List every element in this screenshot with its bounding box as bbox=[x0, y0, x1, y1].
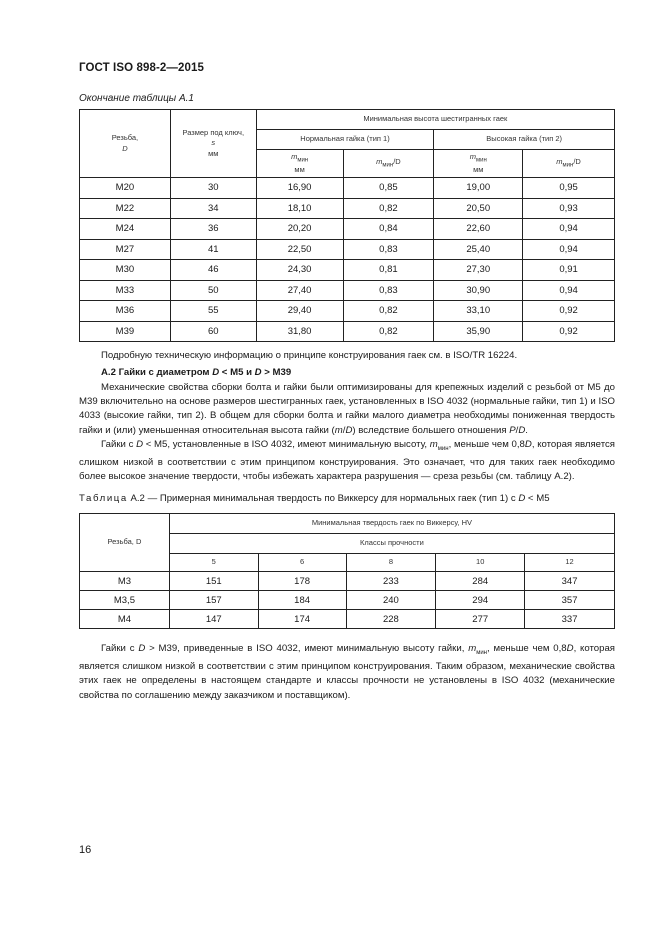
table-cell: 0,82 bbox=[343, 198, 434, 219]
table-cell: 0,82 bbox=[343, 301, 434, 322]
strength-class-header: 6 bbox=[258, 554, 346, 572]
table-cell: 0,91 bbox=[523, 260, 615, 281]
table-row bbox=[80, 572, 615, 591]
table-cell: 20,20 bbox=[256, 219, 343, 240]
table-cell: 27,30 bbox=[434, 260, 523, 281]
table-cell: 178 bbox=[258, 572, 346, 591]
table-cell: 19,00 bbox=[434, 178, 523, 199]
table-cell: 151 bbox=[169, 572, 258, 591]
table-cell: 0,92 bbox=[523, 321, 615, 342]
table-cell: 29,40 bbox=[256, 301, 343, 322]
document-id: ГОСТ ISO 898-2—2015 bbox=[79, 62, 204, 74]
table-cell: 30 bbox=[170, 178, 256, 199]
header-high-nut: Высокая гайка (тип 2) bbox=[434, 130, 615, 150]
table-cell: M3,5 bbox=[80, 591, 170, 610]
table-row bbox=[80, 610, 615, 629]
page-number: 16 bbox=[79, 844, 92, 856]
table-cell: 20,50 bbox=[434, 198, 523, 219]
table-cell: 27,40 bbox=[256, 280, 343, 301]
table-cell: 277 bbox=[436, 610, 525, 629]
table-cell: M36 bbox=[80, 301, 171, 322]
table-row bbox=[80, 178, 615, 199]
table-cell: 284 bbox=[436, 572, 525, 591]
table-cell: M22 bbox=[80, 198, 171, 219]
table-a1 bbox=[79, 109, 615, 342]
table-cell: 228 bbox=[346, 610, 436, 629]
table-cell: 0,95 bbox=[523, 178, 615, 199]
strength-class-header: 10 bbox=[436, 554, 525, 572]
table-cell: 147 bbox=[169, 610, 258, 629]
table-cell: 0,94 bbox=[523, 239, 615, 260]
table-continuation-caption: Окончание таблицы А.1 bbox=[79, 93, 194, 104]
table-cell: 22,50 bbox=[256, 239, 343, 260]
table-cell: M33 bbox=[80, 280, 171, 301]
header-m-min-normal: $m_{мин}$ мм bbox=[256, 150, 343, 178]
header-m-min-high: $m_{мин}$ мм bbox=[434, 150, 523, 178]
header-ratio-normal: $m_{мин}/D$ bbox=[343, 150, 434, 178]
table-cell: 157 bbox=[169, 591, 258, 610]
table-cell: 294 bbox=[436, 591, 525, 610]
table-cell: 46 bbox=[170, 260, 256, 281]
table-cell: 36 bbox=[170, 219, 256, 240]
table-cell: 0,85 bbox=[343, 178, 434, 199]
t2-header-hardness: Минимальная твердость гаек по Виккерсу, HV bbox=[169, 514, 614, 534]
table-row bbox=[80, 198, 615, 219]
table-cell: 240 bbox=[346, 591, 436, 610]
table-row bbox=[80, 260, 615, 281]
table-row bbox=[80, 280, 615, 301]
table-cell: 233 bbox=[346, 572, 436, 591]
table-cell: M39 bbox=[80, 321, 171, 342]
table-cell: 16,90 bbox=[256, 178, 343, 199]
table-cell: M3 bbox=[80, 572, 170, 591]
table-cell: 24,30 bbox=[256, 260, 343, 281]
table-cell: 55 bbox=[170, 301, 256, 322]
table-cell: 0,82 bbox=[343, 321, 434, 342]
table-cell: 347 bbox=[525, 572, 615, 591]
header-normal-nut: Нормальная гайка (тип 1) bbox=[256, 130, 434, 150]
table-cell: 0,94 bbox=[523, 219, 615, 240]
table-cell: M27 bbox=[80, 239, 171, 260]
table-cell: 0,84 bbox=[343, 219, 434, 240]
table-cell: 22,60 bbox=[434, 219, 523, 240]
table-cell: 60 bbox=[170, 321, 256, 342]
table-cell: 50 bbox=[170, 280, 256, 301]
paragraph-tr-reference: Подробную техническую информацию о принципе конструирования гаек см. в ISO/TR 16224. bbox=[101, 350, 518, 361]
table-cell: 35,90 bbox=[434, 321, 523, 342]
table-a2-caption: Таблица А.2 — Примерная минимальная твердость по Виккерсу для нормальных гаек (тип 1) с D < M5 bbox=[79, 493, 550, 504]
table-row bbox=[80, 219, 615, 240]
section-a2-title: А.2 Гайки с диаметром D < M5 и D > M39 bbox=[101, 367, 292, 378]
header-thread: Резьба, D bbox=[80, 110, 171, 178]
table-cell: 0,83 bbox=[343, 239, 434, 260]
table-cell: 174 bbox=[258, 610, 346, 629]
table-cell: 30,90 bbox=[434, 280, 523, 301]
table-cell: 25,40 bbox=[434, 239, 523, 260]
table-a2 bbox=[79, 513, 615, 629]
table-cell: 0,92 bbox=[523, 301, 615, 322]
table-cell: M20 bbox=[80, 178, 171, 199]
table-cell: 18,10 bbox=[256, 198, 343, 219]
table-cell: 0,81 bbox=[343, 260, 434, 281]
paragraph-small-nuts: Гайки с D < M5, установленные в ISO 4032, имеют минимальную высоту, $m_{мин}$, меньше чем 0,8D, которая является слишком низкой в соответствии с этим принципом конструирования. Это означает, что для таких гаек необходимо более высокое значение твердости, чтобы избежать характера разрушения — среза резьбы (см. таблицу А.2). bbox=[79, 439, 615, 483]
t2-header-classes: Классы прочности bbox=[169, 534, 614, 554]
table-row bbox=[80, 321, 615, 342]
table-cell: 34 bbox=[170, 198, 256, 219]
table-cell: 184 bbox=[258, 591, 346, 610]
table-cell: 0,83 bbox=[343, 280, 434, 301]
table-row bbox=[80, 301, 615, 322]
t2-header-thread: Резьба, D bbox=[80, 514, 170, 572]
table-cell: 31,80 bbox=[256, 321, 343, 342]
strength-class-header: 8 bbox=[346, 554, 436, 572]
table-cell: M4 bbox=[80, 610, 170, 629]
paragraph-mechanical-properties: Механические свойства сборки болта и гайки были оптимизированы для крепежных изделий с резьбой от M5 до M39 включительно на основе размеров шестигранных гаек, установленных в ISO 4032 (нормальные гайки, тип 1) и ISO 4033 (высокие гайки, тип 2). В общем для сборки болта и гайки малого диаметра необходимы пониженная твердость гайки и (или) уменьшенная относительная высота гайки (m/D) вследствие большего отношения P/D. bbox=[79, 382, 615, 436]
table-row bbox=[80, 591, 615, 610]
strength-class-header: 12 bbox=[525, 554, 615, 572]
table-cell: 41 bbox=[170, 239, 256, 260]
table-cell: 337 bbox=[525, 610, 615, 629]
strength-class-header: 5 bbox=[169, 554, 258, 572]
table-cell: M30 bbox=[80, 260, 171, 281]
table-cell: M24 bbox=[80, 219, 171, 240]
table-cell: 357 bbox=[525, 591, 615, 610]
table-row bbox=[80, 239, 615, 260]
table-cell: 0,93 bbox=[523, 198, 615, 219]
header-ratio-high: $m_{мин}/D$ bbox=[523, 150, 615, 178]
paragraph-large-nuts: Гайки с D > M39, приведенные в ISO 4032, имеют минимальную высоту гайки, $m_{мин}$, меньше чем 0,8D, которая является слишком низкой в соответствии с этим принципом конструирования. Таким образом, механические свойства этих гаек не определены в настоящем стандарте и классы прочности не установлены в ISO 4032 (механические свойства по соглашению между заказчиком и поставщиком). bbox=[79, 643, 615, 701]
header-wrench-size: Размер под ключ, s мм bbox=[170, 110, 256, 178]
header-min-height: Минимальная высота шестигранных гаек bbox=[256, 110, 614, 130]
table-cell: 0,94 bbox=[523, 280, 615, 301]
table-cell: 33,10 bbox=[434, 301, 523, 322]
